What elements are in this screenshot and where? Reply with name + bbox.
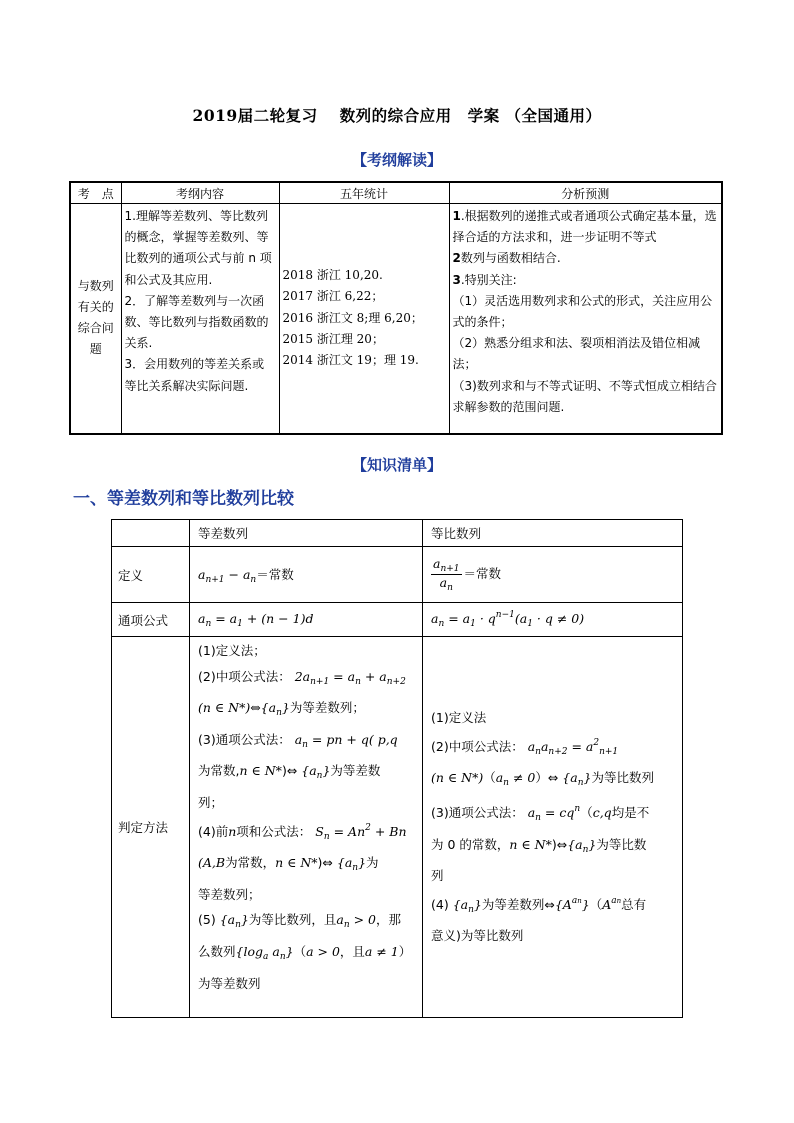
header-arithmetic: 等差数列 [190,520,423,547]
arith-judgement: (1)定义法； (2)中项公式法： $2a_{n+1} = a_n + a_{n+2}$ (n ∈ $N*)\Leftrightarrow\{a_n\}$为等差数列； (3)通项公式法： $a_n$ = pn + q( p,q 为常数,n ∈ N*)⇔ $\{a_n\}$为等差数 列； (4)前n项和公式法： $S_n = An^2 + Bn$ (A,B为常数，n ∈ N*)⇔ $\{a_n\}$为 等差数列； (5) $\{a_n\}$为等比数列，且$a_n > 0$，那 么数列{$\log_a$ $a_n\}(a > 0$，且a ≠ 1） 为等差数列 [190,637,423,1018]
content-item: 1.理解等差数列、等比数列的概念，掌握等差数列、等比数列的通项公式与前 n 项和公式及其应用. [124,209,272,287]
header-content: 考纲内容 [121,182,279,204]
empty-header-cell [112,520,190,547]
stats-item: 2014 浙江文 19；理 19. [282,353,419,368]
analysis-item: （3)数列求和与不等式证明、不等式恒成立相结合求解参数的范围问题. [452,378,717,414]
comparison-table [111,519,683,1018]
heading-comparison: 一、等差数列和等比数列比较 [73,489,294,509]
stats-item: 2017 浙江 6,22； [282,289,384,304]
document-title: 2019届二轮复习 数列的综合应用 学案 （全国通用） [192,106,602,125]
header-geometric: 等比数列 [423,520,683,547]
section-heading-knowledge: 【知识清单】 [351,456,442,474]
header-analysis: 分析预测 [449,182,722,204]
analysis-item: 3.特别关注: [452,272,517,287]
analysis-item: （2）熟悉分组求和法、裂项相消法及错位相减法； [452,336,701,372]
analysis-item: 2数列与函数相结合. [452,251,561,266]
content-item: 2．了解等差数列与一次函数、等比数列与指数函数的关系. [124,293,269,351]
stats-cell [279,204,449,434]
arith-general-term: $a_n = a_1 + (n - 1)d$ [190,603,423,637]
table-row [112,547,683,603]
stats-item: 2016 浙江文 8;理 6,20； [282,310,423,325]
analysis-item: 1.根据数列的递推式或者通项公式确定基本量，选择合适的方法求和，进一步证明不等式 [452,209,717,245]
table-row [70,204,722,434]
stats-item: 2015 浙江理 20； [282,331,384,346]
content-item: 3．会用数列的等差关系或等比关系解决实际问题. [124,357,265,393]
geo-definition: $\frac{a_{n+1}}{a_n}$ ＝常数 [423,547,683,603]
row-label-general-term: 通项公式 [112,603,190,637]
row-label-definition: 定义 [112,547,190,603]
header-stats: 五年统计 [279,182,449,204]
row-label-judgement: 判定方法 [112,637,190,1018]
table-header-row [70,182,722,204]
content-cell [121,204,279,434]
analysis-cell [449,204,722,434]
header-topic: 考 点 [70,182,121,204]
syllabus-table [69,181,723,435]
stats-item: 2018 浙江 10,20. [282,268,383,283]
arith-definition: $a_{n+1} - a_n=$常数 [190,547,423,603]
topic-cell: 与数列有关的综合问题 [70,204,121,434]
section-heading-syllabus: 【考纲解读】 [351,151,442,169]
table-row [112,603,683,637]
analysis-item: （1）灵活选用数列求和公式的形式，关注应用公式的条件； [452,293,713,330]
geo-general-term: $a_n = a_1 \cdot q^{n-1}(a_1 \cdot q \ne 0)$ [423,603,683,637]
table-header-row [112,520,683,547]
geo-judgement: (1)定义法 (2)中项公式法： $a_na_{n+2} = a^2_{n+1}$ (n ∈ $N*)(a_n$ ≠ 0）⇔ $\{a_n\}$为等比数列 (3)通项公式法： $a_n = cq^n(c,q$均是不 为 0 的常数，n ∈ $N*)\Leftrightarrow\{a_n\}$为等比数 列 (4) $\{a_n\}$为等差数列$\Leftrightarrow\{A^{an}\}(A^{an}$总有 意义)为等比数列 [423,637,683,1018]
table-row [112,637,683,1018]
